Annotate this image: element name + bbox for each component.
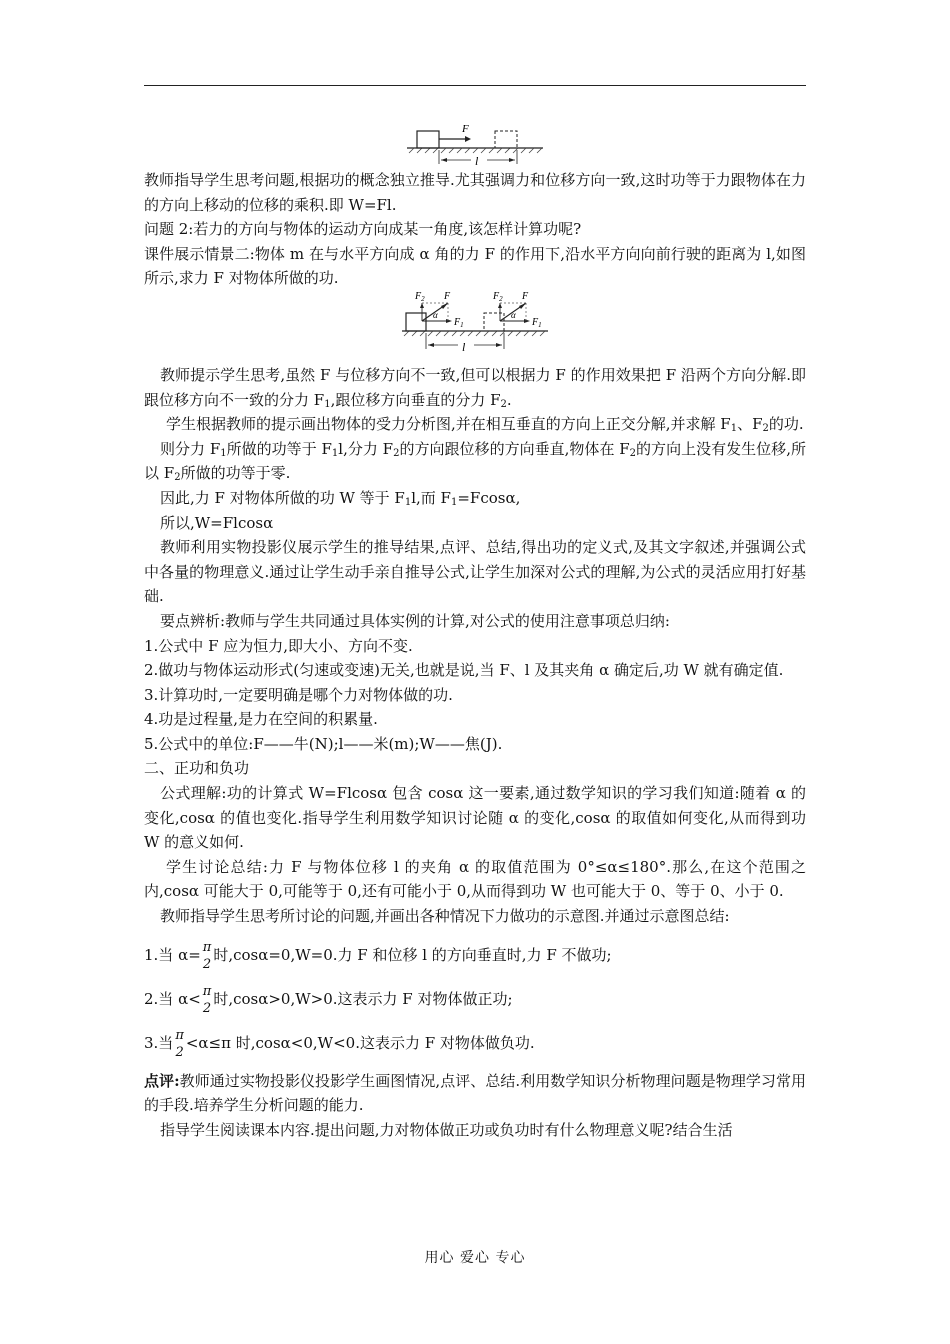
list-item: 1.公式中 F 应为恒力,即大小、方向不变. [144, 636, 413, 655]
fig1-force-label: F [462, 123, 469, 135]
remark-label: 点评: [144, 1071, 180, 1090]
fig2-alpha-label: α [433, 309, 438, 320]
paragraph: 教师利用实物投影仪展示学生的推导结果,点评、总结,得出功的定义式,及其文字叙述,并强调公式中各量的物理意义.通过让学生动手亲自推导公式,让学生加深对公式的理解,为公式的灵活应用打好基础. [144, 538, 806, 606]
list-item: 3.计算功时,一定要明确是哪个力对物体做的功. [144, 685, 453, 704]
section-heading: 二、正功和负功 [144, 759, 250, 778]
fraction-pi-over-2: π 2 [202, 939, 212, 972]
paragraph: 要点辨析:教师与学生共同通过具体实例的计算,对公式的使用注意事项总归纳: [160, 611, 670, 630]
case-2: 2.当 α< π 2 时,cosα>0,W>0.这表示力 F 对物体做正功; [144, 983, 513, 1016]
fig2-f2-label-right: $F_2$ [493, 290, 503, 303]
fig2-f-label-right: F [522, 290, 529, 302]
fig2-alpha-label-right: α [511, 309, 516, 320]
fig2-length-label: l [462, 339, 466, 354]
paragraph: 教师指导学生思考问题,根据功的概念独立推导.尤其强调力和位移方向一致,这时功等于力跟物体在力的方向上移动的位移的乘积.即 W=Fl. [144, 171, 806, 214]
list-item: 4.功是过程量,是力在空间的积累量. [144, 710, 378, 729]
paragraph: 教师提示学生思考,虽然 F 与位移方向不一致,但可以根据力 F 的作用效果把 F 沿两个方向分解.即跟位移方向不一致的分力 $F_1$,跟位移方向垂直的分力 $F_2$. [144, 365, 806, 410]
figure-block-force [405, 118, 545, 168]
fig2-f1-label-right: $F_1$ [532, 316, 542, 329]
list-item: 2.做功与物体运动形式(匀速或变速)无关,也就是说,当 F、l 及其夹角 α 确定后,功 W 就有确定值. [144, 661, 784, 680]
figure-angled-force [400, 291, 550, 357]
fig2-f1-label: $F_1$ [454, 316, 464, 329]
page-footer: 用心 爱心 专心 [424, 1250, 526, 1266]
fraction-pi-over-2: π 2 [202, 983, 212, 1016]
case-1: 1.当 α= π 2 时,cosα=0,W=0.力 F 和位移 l 的方向垂直时,力 F 不做功; [144, 939, 612, 972]
paragraph: 公式理解:功的计算式 W=Flcosα 包含 cosα 这一要素,通过数学知识的学习我们知道:随着 α 的变化,cosα 的值也变化.指导学生利用数学知识讨论随 α 的变化,cosα 的取值如何变化,从而得到功 W 的意义如何. [144, 784, 806, 852]
paragraph: 则分力 $F_1$所做的功等于 $F_1l$,分力 $F_2$的方向跟位移的方向垂直,物体在 $F_2$的方向上没有发生位移,所以 $F_2$所做的功等于零. [144, 439, 806, 484]
fraction-pi-over-2: π 2 [175, 1027, 184, 1060]
remark: 点评:教师通过实物投影仪投影学生画图情况,点评、总结.利用数学知识分析物理问题是物理学习常用的手段.培养学生分析问题的能力. [144, 1071, 806, 1115]
document-body [144, 118, 806, 1142]
case-3: 3.当 π 2 <α≤π 时,cosα<0,W<0.这表示力 F 对物体做负功. [144, 1027, 535, 1060]
paragraph: 教师指导学生思考所讨论的问题,并画出各种情况下力做功的示意图.并通过示意图总结: [160, 907, 730, 926]
paragraph: 因此,力 F 对物体所做的功 W 等于 $F_1l$,而 $F_1=Fcos\alpha$, [160, 488, 521, 508]
formula-line: 所以,W=Flcosα [160, 513, 274, 532]
paragraph: 课件展示情景二:物体 m 在与水平方向成 α 角的力 F 的作用下,沿水平方向向前行驶的距离为 l,如图所示,求力 F 对物体所做的功. [144, 244, 806, 288]
paragraph: 学生根据教师的提示画出物体的受力分析图,并在相互垂直的方向上正交分解,并求解 $F_1$、$F_2$的功. [166, 415, 804, 435]
fig2-f2-label: $F_2$ [415, 290, 425, 303]
fig2-f-label: F [444, 290, 451, 302]
header-rule [144, 85, 806, 86]
question-2: 问题 2:若力的方向与物体的运动方向成某一角度,该怎样计算功呢? [144, 220, 582, 239]
paragraph: 指导学生阅读课本内容.提出问题,力对物体做正功或负功时有什么物理意义呢?结合生活 [160, 1120, 733, 1139]
paragraph: 学生讨论总结:力 F 与物体位移 l 的夹角 α 的取值范围为 0°≤α≤180°.那么,在这个范围之内,cosα 可能大于 0,可能等于 0,还有可能小于 0,从而得到功 W 也可能大于 0、等于 0、小于 0. [144, 857, 806, 901]
fig1-length-label: l [475, 154, 479, 168]
list-item: 5.公式中的单位:F——牛(N);l——米(m);W——焦(J). [144, 734, 503, 753]
